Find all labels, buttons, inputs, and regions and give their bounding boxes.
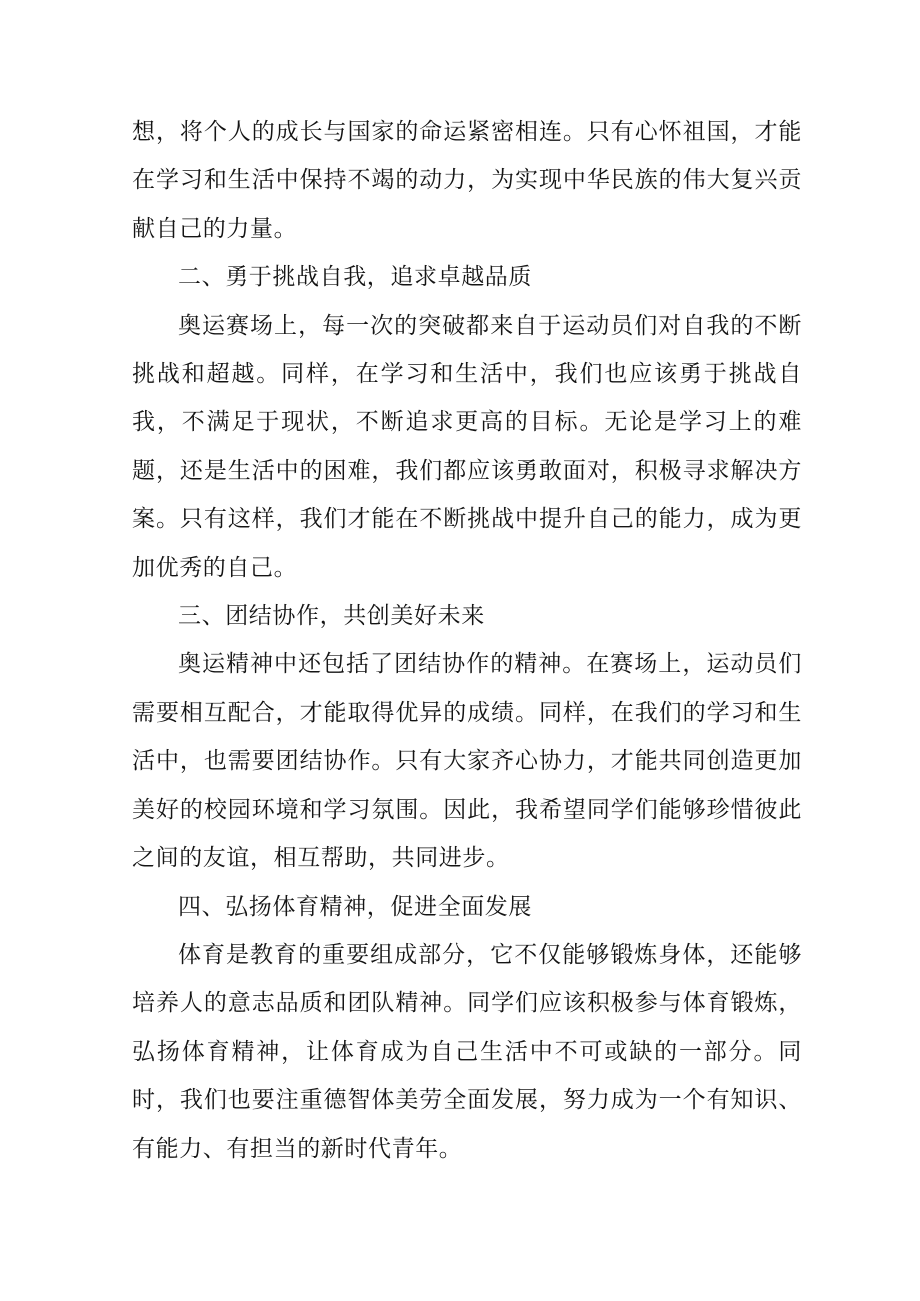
section-heading-2: 二、勇于挑战自我，追求卓越品质: [178, 264, 532, 291]
section-heading-4: 四、弘扬体育精神，促进全面发展: [178, 893, 532, 920]
section-heading-3: 三、团结协作，共创美好未来: [178, 603, 485, 630]
paragraph-sports: 体育是教育的重要组成部分，它不仅能够锻炼身体，还能够培养人的意志品质和团队精神。同学们应该积极参与体育锻炼，弘扬体育精神，让体育成为自己生活中不可或缺的一部分。同时，我们也要注重德智体美劳全面发展，努力成为一个有知识、有能力、有担当的新时代青年。: [132, 941, 802, 1162]
paragraph-challenge: 奥运赛场上，每一次的突破都来自于运动员们对自我的不断挑战和超越。同样，在学习和生活中，我们也应该勇于挑战自我，不满足于现状，不断追求更高的目标。无论是学习上的难题，还是生活中的困难，我们都应该勇敢面对，积极寻求解决方案。只有这样，我们才能在不断挑战中提升自己的能力，成为更加优秀的自己。: [132, 312, 802, 581]
paragraph-continuation: 想，将个人的成长与国家的命运紧密相连。只有心怀祖国，才能在学习和生活中保持不竭的动力，为实现中华民族的伟大复兴贡献自己的力量。: [132, 119, 802, 242]
paragraph-teamwork: 奥运精神中还包括了团结协作的精神。在赛场上，运动员们需要相互配合，才能取得优异的成绩。同样，在我们的学习和生活中，也需要团结协作。只有大家齐心协力，才能共同创造更加美好的校园环境和学习氛围。因此，我希望同学们能够珍惜彼此之间的友谊，相互帮助，共同进步。: [132, 651, 802, 872]
